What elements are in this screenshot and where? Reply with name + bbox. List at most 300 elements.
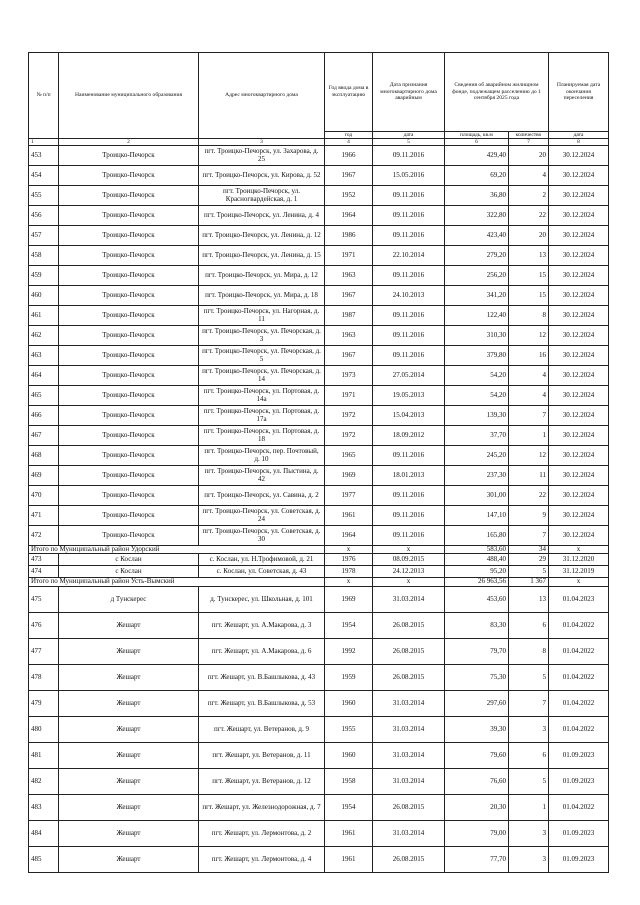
subheader-date: дата [373,132,445,139]
planned-date-cell: 01.04.2022 [549,716,609,742]
emergency-date-cell: 31.03.2014 [373,586,445,612]
row-number: 476 [29,612,59,638]
area-cell: 423,40 [445,226,509,246]
year-cell: 1958 [325,768,373,794]
quantity-cell: 15 [509,266,549,286]
table-row [29,486,609,506]
municipality-cell: Троицко-Печорск [59,406,199,426]
year-cell: 1960 [325,742,373,768]
municipality-cell: Троицко-Печорск [59,466,199,486]
municipality-cell: Жешарт [59,638,199,664]
area-cell: 39,30 [445,716,509,742]
table-row [29,206,609,226]
total-qty: 1 367 [509,578,549,586]
emergency-date-cell: 27.05.2014 [373,366,445,386]
quantity-cell: 6 [509,612,549,638]
emergency-date-cell: 09.11.2016 [373,266,445,286]
row-number: 455 [29,186,59,206]
row-number: 456 [29,206,59,226]
table-row [29,846,609,872]
table-body-ust [29,586,609,872]
emergency-date-cell: 24.10.2013 [373,286,445,306]
year-cell: 1961 [325,820,373,846]
planned-date-cell: 30.12.2024 [549,246,609,266]
quantity-cell: 8 [509,306,549,326]
planned-date-cell: 01.04.2023 [549,586,609,612]
quantity-cell: 7 [509,406,549,426]
emergency-date-cell: 08.09.2015 [373,554,445,566]
row-number: 458 [29,246,59,266]
planned-date-cell: 30.12.2024 [549,466,609,486]
year-cell: 1967 [325,286,373,306]
row-number: 471 [29,506,59,526]
row-number: 465 [29,386,59,406]
row-number: 479 [29,690,59,716]
planned-date-cell: 30.12.2024 [549,286,609,306]
table-row [29,612,609,638]
header-year: Год ввода дома в эксплуатацию [325,53,373,132]
emergency-date-cell: 09.11.2016 [373,306,445,326]
area-cell: 139,30 [445,406,509,426]
quantity-cell: 2 [509,186,549,206]
municipality-cell: Жешарт [59,690,199,716]
quantity-cell: 7 [509,526,549,546]
municipality-cell: Троицко-Печорск [59,286,199,306]
address-cell: пгт. Троицко-Печорск, ул. Советская, д. 30 [199,526,325,546]
colnum: 2 [59,139,199,146]
planned-date-cell: 30.12.2024 [549,386,609,406]
area-cell: 165,80 [445,526,509,546]
quantity-cell: 5 [509,566,549,578]
address-cell: пгт. Троицко-Печорск, ул. Ленина, д. 12 [199,226,325,246]
colnum: 4 [325,139,373,146]
table-row [29,406,609,426]
table-row [29,566,609,578]
table-row [29,716,609,742]
area-cell: 79,60 [445,742,509,768]
emergency-date-cell: 31.03.2014 [373,742,445,768]
municipality-cell: Троицко-Печорск [59,486,199,506]
planned-date-cell: 30.12.2024 [549,446,609,466]
row-number: 485 [29,846,59,872]
municipality-cell: Троицко-Печорск [59,306,199,326]
municipality-cell: с Кослан [59,566,199,578]
quantity-cell: 11 [509,466,549,486]
year-cell: 1969 [325,586,373,612]
area-cell: 237,30 [445,466,509,486]
address-cell: пгт. Троицко-Печорск, ул. Портовая, д. 18 [199,426,325,446]
planned-date-cell: 01.04.2022 [549,794,609,820]
municipality-cell: Троицко-Печорск [59,166,199,186]
colnum: 7 [509,139,549,146]
area-cell: 75,30 [445,664,509,690]
emergency-date-cell: 19.05.2013 [373,386,445,406]
header-municipality: Наименование муниципального образования [59,53,199,139]
area-cell: 79,70 [445,638,509,664]
planned-date-cell: 30.12.2024 [549,266,609,286]
emergency-date-cell: 26.08.2015 [373,664,445,690]
table-row [29,664,609,690]
area-cell: 37,70 [445,426,509,446]
planned-date-cell: 01.04.2022 [549,638,609,664]
year-cell: 1977 [325,486,373,506]
row-number: 472 [29,526,59,546]
municipality-cell: Троицко-Печорск [59,386,199,406]
municipality-cell: Жешарт [59,716,199,742]
address-cell: пгт. Жешарт, ул. В.Башлыкова, д. 53 [199,690,325,716]
table-row [29,286,609,306]
emergency-date-cell: 22.10.2014 [373,246,445,266]
quantity-cell: 15 [509,286,549,306]
area-cell: 322,80 [445,206,509,226]
area-cell: 76,60 [445,768,509,794]
document-page [28,52,608,873]
row-number: 469 [29,466,59,486]
address-cell: пгт. Троицко-Печорск, ул. Портовая, д. 17а [199,406,325,426]
quantity-cell: 1 [509,794,549,820]
year-cell: 1955 [325,716,373,742]
year-cell: 1971 [325,246,373,266]
planned-date-cell: 30.12.2024 [549,306,609,326]
area-cell: 36,80 [445,186,509,206]
area-cell: 245,20 [445,446,509,466]
colnum: 3 [199,139,325,146]
row-number: 454 [29,166,59,186]
total-area: 26 963,56 [445,578,509,586]
municipality-cell: Жешарт [59,794,199,820]
planned-date-cell: 01.09.2023 [549,768,609,794]
area-cell: 54,20 [445,366,509,386]
area-cell: 95,20 [445,566,509,578]
emergency-date-cell: 09.11.2016 [373,486,445,506]
year-cell: 1960 [325,690,373,716]
row-number: 473 [29,554,59,566]
area-cell: 83,30 [445,612,509,638]
municipality-cell: Троицко-Печорск [59,226,199,246]
table-row [29,386,609,406]
row-number: 461 [29,306,59,326]
emergency-date-cell: 09.11.2016 [373,506,445,526]
header-num: № п/п [29,53,59,139]
address-cell: с. Кослан, ул. Н.Трофимовой, д. 21 [199,554,325,566]
address-cell: пгт. Троицко-Печорск, ул. Савина, д. 2 [199,486,325,506]
table-row [29,226,609,246]
municipality-cell: Троицко-Печорск [59,266,199,286]
planned-date-cell: 31.12.2019 [549,566,609,578]
area-cell: 429,40 [445,146,509,166]
planned-date-cell: 30.12.2024 [549,166,609,186]
table-row [29,506,609,526]
header-address: Адрес многоквартирного дома [199,53,325,139]
emergency-date-cell: 31.03.2014 [373,690,445,716]
table-row [29,820,609,846]
address-cell: пгт. Жешарт, ул. В.Башлыкова, д. 43 [199,664,325,690]
municipality-cell: Троицко-Печорск [59,506,199,526]
table-row [29,166,609,186]
address-cell: пгт. Жешарт, ул. Железнодорожная, д. 7 [199,794,325,820]
area-cell: 147,10 [445,506,509,526]
table-row [29,186,609,206]
planned-date-cell: 30.12.2024 [549,226,609,246]
area-cell: 310,30 [445,326,509,346]
year-cell: 1967 [325,346,373,366]
planned-date-cell: 01.09.2023 [549,820,609,846]
municipality-cell: Троицко-Печорск [59,426,199,446]
planned-date-cell: 30.12.2024 [549,186,609,206]
year-cell: 1987 [325,306,373,326]
emergency-date-cell: 09.11.2016 [373,146,445,166]
address-cell: пгт. Жешарт, ул. А.Макарова, д. 6 [199,638,325,664]
quantity-cell: 13 [509,586,549,612]
row-number: 481 [29,742,59,768]
table-row [29,146,609,166]
address-cell: пгт. Троицко-Печорск, ул. Красногвардейская, д. 1 [199,186,325,206]
subheader-area: площадь, кв.м [445,132,509,139]
subheader-year: год [325,132,373,139]
address-cell: пгт. Троицко-Печорск, ул. Советская, д. 24 [199,506,325,526]
municipality-cell: с Кослан [59,554,199,566]
header-plan: Планируемая дата окончания переселения [549,53,609,132]
quantity-cell: 13 [509,246,549,266]
area-cell: 301,00 [445,486,509,506]
year-cell: 1952 [325,186,373,206]
total-year: x [325,546,373,554]
header-date: Дата признания многоквартирного дома аварийным [373,53,445,132]
subheader-plan: дата [549,132,609,139]
municipality-cell: Троицко-Печорск [59,246,199,266]
area-cell: 297,60 [445,690,509,716]
year-cell: 1966 [325,146,373,166]
area-cell: 453,60 [445,586,509,612]
row-number: 483 [29,794,59,820]
total-ust [29,578,609,586]
quantity-cell: 4 [509,366,549,386]
quantity-cell: 20 [509,226,549,246]
year-cell: 1961 [325,506,373,526]
area-cell: 20,30 [445,794,509,820]
municipality-cell: Троицко-Печорск [59,186,199,206]
quantity-cell: 22 [509,486,549,506]
address-cell: пгт. Троицко-Печорск, ул. Портовая, д. 14а [199,386,325,406]
municipality-cell: Троицко-Печорск [59,326,199,346]
area-cell: 54,20 [445,386,509,406]
address-cell: пгт. Троицко-Печорск, ул. Печорская, д. 14 [199,366,325,386]
colnum: 8 [549,139,609,146]
colnum: 1 [29,139,59,146]
municipality-cell: Троицко-Печорск [59,146,199,166]
row-number: 468 [29,446,59,466]
year-cell: 1961 [325,846,373,872]
planned-date-cell: 30.12.2024 [549,326,609,346]
row-number: 482 [29,768,59,794]
planned-date-cell: 31.12.2020 [549,554,609,566]
emergency-date-cell: 09.11.2016 [373,206,445,226]
table-row [29,526,609,546]
emergency-date-cell: 15.04.2013 [373,406,445,426]
area-cell: 379,80 [445,346,509,366]
planned-date-cell: 30.12.2024 [549,426,609,446]
planned-date-cell: 01.04.2022 [549,612,609,638]
table-row [29,266,609,286]
total-plan: x [549,546,609,554]
municipality-cell: Жешарт [59,846,199,872]
column-number-row [29,139,609,146]
planned-date-cell: 30.12.2024 [549,486,609,506]
emergency-date-cell: 26.08.2015 [373,612,445,638]
quantity-cell: 20 [509,146,549,166]
address-cell: пгт. Жешарт, ул. А.Макарова, д. 3 [199,612,325,638]
row-number: 453 [29,146,59,166]
row-number: 457 [29,226,59,246]
table-row [29,346,609,366]
table-row [29,742,609,768]
header-info: Сведения об аварийном жилищном фонде, подлежащем расселению до 1 сентября 2025 года [445,53,549,132]
year-cell: 1967 [325,166,373,186]
quantity-cell: 4 [509,166,549,186]
year-cell: 1964 [325,206,373,226]
emergency-date-cell: 15.05.2016 [373,166,445,186]
emergency-date-cell: 09.11.2016 [373,226,445,246]
emergency-date-cell: 09.11.2016 [373,186,445,206]
table-row [29,638,609,664]
address-cell: пгт. Жешарт, ул. Лермонтова, д. 4 [199,846,325,872]
municipality-cell: Троицко-Печорск [59,366,199,386]
planned-date-cell: 30.12.2024 [549,146,609,166]
area-cell: 77,70 [445,846,509,872]
area-cell: 79,00 [445,820,509,846]
row-number: 466 [29,406,59,426]
total-year: x [325,578,373,586]
quantity-cell: 22 [509,206,549,226]
year-cell: 1973 [325,366,373,386]
quantity-cell: 6 [509,742,549,768]
address-cell: пгт. Жешарт, ул. Лермонтова, д. 2 [199,820,325,846]
address-cell: пгт. Троицко-Печорск, ул. Печорская, д. 5 [199,346,325,366]
emergency-date-cell: 09.11.2016 [373,446,445,466]
table-row [29,554,609,566]
year-cell: 1965 [325,446,373,466]
address-cell: пгт. Троицко-Печорск, ул. Пыстина, д. 42 [199,466,325,486]
municipality-cell: Троицко-Печорск [59,346,199,366]
table-row [29,466,609,486]
address-cell: пгт. Жешарт, ул. Ветеранов, д. 11 [199,742,325,768]
address-cell: пгт. Троицко-Печорск, ул. Ленина, д. 15 [199,246,325,266]
municipality-cell: Троицко-Печорск [59,446,199,466]
total-label: Итого по Муниципальный район Усть-Вымский [29,578,325,586]
quantity-cell: 9 [509,506,549,526]
address-cell: пгт. Троицко-Печорск, ул. Печорская, д. 3 [199,326,325,346]
total-udora [29,546,609,554]
colnum: 5 [373,139,445,146]
municipality-cell: Жешарт [59,612,199,638]
quantity-cell: 4 [509,386,549,406]
emergency-date-cell: 09.11.2016 [373,326,445,346]
total-plan: x [549,578,609,586]
emergency-date-cell: 09.11.2016 [373,346,445,366]
row-number: 470 [29,486,59,506]
quantity-cell: 1 [509,426,549,446]
emergency-date-cell: 24.12.2013 [373,566,445,578]
total-qty: 34 [509,546,549,554]
quantity-cell: 7 [509,690,549,716]
row-number: 463 [29,346,59,366]
colnum: 6 [445,139,509,146]
table-row [29,306,609,326]
subheader-qty: количество [509,132,549,139]
total-date: x [373,578,445,586]
table-row [29,586,609,612]
row-number: 460 [29,286,59,306]
planned-date-cell: 01.04.2022 [549,664,609,690]
municipality-cell: Жешарт [59,768,199,794]
year-cell: 1954 [325,612,373,638]
planned-date-cell: 30.12.2024 [549,506,609,526]
address-cell: пгт. Троицко-Печорск, ул. Захарова, д. 25 [199,146,325,166]
year-cell: 1976 [325,554,373,566]
year-cell: 1963 [325,326,373,346]
table-row [29,794,609,820]
row-number: 478 [29,664,59,690]
emergency-date-cell: 31.03.2014 [373,820,445,846]
table-body-udora [29,554,609,578]
year-cell: 1986 [325,226,373,246]
quantity-cell: 12 [509,446,549,466]
quantity-cell: 5 [509,768,549,794]
planned-date-cell: 01.04.2022 [549,690,609,716]
quantity-cell: 12 [509,326,549,346]
planned-date-cell: 30.12.2024 [549,526,609,546]
emergency-date-cell: 31.03.2014 [373,768,445,794]
year-cell: 1971 [325,386,373,406]
municipality-cell: Жешарт [59,664,199,690]
quantity-cell: 3 [509,716,549,742]
row-number: 484 [29,820,59,846]
area-cell: 122,40 [445,306,509,326]
row-number: 475 [29,586,59,612]
area-cell: 279,20 [445,246,509,266]
quantity-cell: 8 [509,638,549,664]
municipality-cell: Жешарт [59,742,199,768]
row-number: 477 [29,638,59,664]
emergency-date-cell: 26.08.2015 [373,794,445,820]
planned-date-cell: 30.12.2024 [549,346,609,366]
address-cell: пгт. Троицко-Печорск, ул. Мира, д. 18 [199,286,325,306]
quantity-cell: 5 [509,664,549,690]
row-number: 459 [29,266,59,286]
address-cell: с. Кослан, ул. Советская, д. 43 [199,566,325,578]
year-cell: 1963 [325,266,373,286]
municipality-cell: Троицко-Печорск [59,206,199,226]
emergency-date-cell: 26.08.2015 [373,846,445,872]
municipality-cell: Троицко-Печорск [59,526,199,546]
area-cell: 341,20 [445,286,509,306]
table-row [29,326,609,346]
municipality-cell: д Тунскерес [59,586,199,612]
emergency-date-cell: 09.11.2016 [373,526,445,546]
area-cell: 256,20 [445,266,509,286]
planned-date-cell: 30.12.2024 [549,366,609,386]
address-cell: д. Тунскерес, ул. Школьная, д. 101 [199,586,325,612]
table-row [29,246,609,266]
year-cell: 1978 [325,566,373,578]
year-cell: 1969 [325,466,373,486]
quantity-cell: 3 [509,820,549,846]
table-body-troitsko [29,146,609,546]
table-row [29,446,609,466]
table-row [29,366,609,386]
year-cell: 1972 [325,426,373,446]
address-cell: пгт. Жешарт, ул. Ветеранов, д. 12 [199,768,325,794]
